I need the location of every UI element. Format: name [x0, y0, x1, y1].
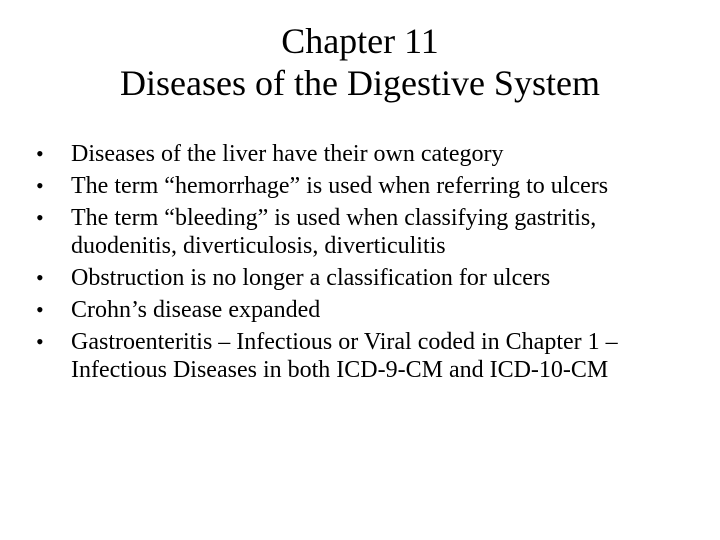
- bullet-text: Gastroenteritis – Infectious or Viral coded in Chapter 1 – Infectious Diseases in both ICD-9-CM and ICD-10-CM: [71, 329, 618, 383]
- bullet-item: [36, 204, 686, 260]
- title-line-topic: Diseases of the Digestive System: [120, 63, 600, 103]
- bullet-item: [36, 328, 686, 384]
- bullet-icon: •: [36, 329, 44, 354]
- bullet-list: [36, 140, 686, 388]
- bullet-text: The term “bleeding” is used when classifying gastritis, duodenitis, diverticulosis, diverticulitis: [71, 205, 597, 259]
- title-line-chapter: Chapter 11: [281, 21, 439, 61]
- bullet-item: [36, 296, 686, 324]
- bullet-text: Obstruction is no longer a classification for ulcers: [71, 265, 551, 291]
- bullet-text: Diseases of the liver have their own category: [71, 141, 504, 167]
- bullet-item: [36, 264, 686, 292]
- bullet-text: Crohn’s disease expanded: [71, 297, 321, 323]
- slide-title: [40, 20, 680, 104]
- bullet-icon: •: [36, 265, 44, 290]
- bullet-text: The term “hemorrhage” is used when referring to ulcers: [71, 173, 609, 199]
- bullet-item: [36, 172, 686, 200]
- bullet-icon: •: [36, 173, 44, 198]
- bullet-item: [36, 140, 686, 168]
- bullet-icon: •: [36, 297, 44, 322]
- bullet-icon: •: [36, 141, 44, 166]
- bullet-icon: •: [36, 205, 44, 230]
